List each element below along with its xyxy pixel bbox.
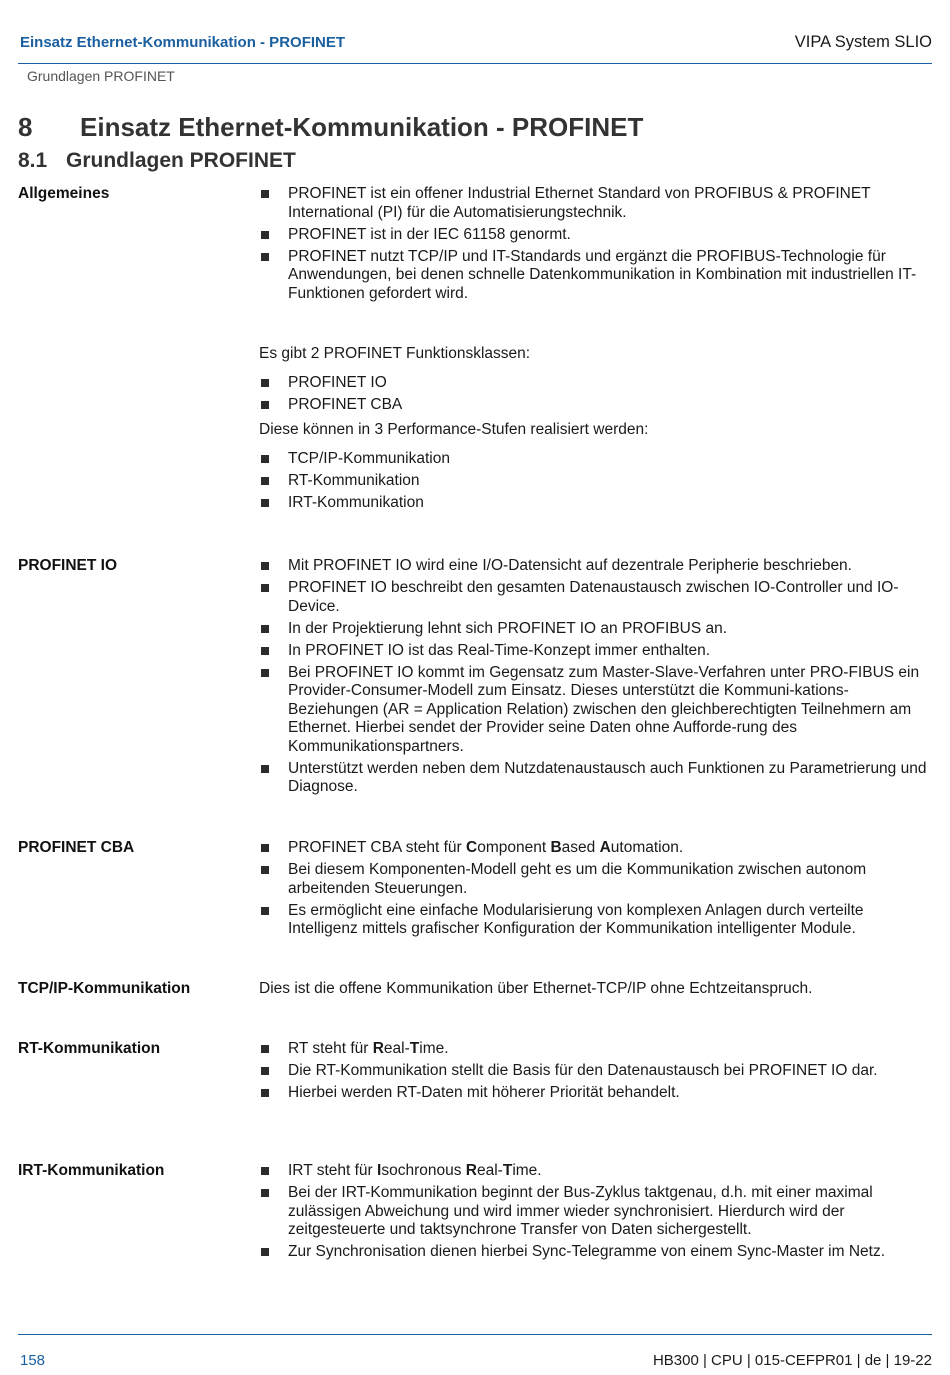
page-number: 158	[20, 1352, 46, 1369]
section-body	[259, 345, 933, 516]
chapter-heading	[18, 112, 643, 143]
bullet-list	[259, 450, 933, 513]
list-item: Mit PROFINET IO wird eine I/O-Datensicht auf dezentrale Peripherie beschrieben.	[259, 557, 933, 576]
bullet-list	[259, 1040, 933, 1103]
list-item: IRT-Kommunikation	[259, 494, 933, 513]
paragraph: Es gibt 2 PROFINET Funktionsklassen:	[259, 345, 531, 362]
section-label: RT-Kommunikation	[18, 1040, 161, 1057]
list-item: RT-Kommunikation	[259, 472, 933, 491]
paragraph: Dies ist die offene Kommunikation über Ethernet-TCP/IP ohne Echtzeitanspruch.	[259, 980, 813, 997]
list-item: IRT steht für Isochronous Real-Time.	[259, 1162, 933, 1181]
document-reference: HB300 | CPU | 015-CEFPR01 | de | 19-22	[652, 1352, 932, 1369]
section-label: IRT-Kommunikation	[18, 1162, 165, 1179]
header-section-title: Grundlagen PROFINET	[27, 68, 175, 84]
section-body	[259, 839, 933, 942]
header-divider	[18, 63, 932, 64]
section-label: TCP/IP-Kommunikation	[18, 980, 191, 997]
bullet-list	[259, 185, 933, 303]
list-item: Hierbei werden RT-Daten mit höherer Priorität behandelt.	[259, 1084, 933, 1103]
section-title: Grundlagen PROFINET	[66, 149, 296, 172]
section-body	[259, 1040, 933, 1106]
section-body	[259, 980, 933, 999]
section-body	[259, 185, 933, 307]
footer-divider	[18, 1334, 932, 1335]
list-item: Zur Synchronisation dienen hierbei Sync-Telegramme von einem Sync-Master im Netz.	[259, 1243, 933, 1262]
section-heading	[18, 149, 296, 173]
list-item: PROFINET ist in der IEC 61158 genormt.	[259, 226, 933, 245]
list-item: In der Projektierung lehnt sich PROFINET IO an PROFIBUS an.	[259, 620, 933, 639]
section-body	[259, 557, 933, 800]
chapter-title: Einsatz Ethernet-Kommunikation - PROFINET	[80, 112, 644, 142]
bullet-list	[259, 839, 933, 939]
section-number: 8.1	[18, 149, 48, 172]
chapter-number: 8	[18, 112, 33, 142]
list-item: Unterstützt werden neben dem Nutzdatenaustausch auch Funktionen zu Parametrierung und Diagnose.	[259, 760, 933, 797]
list-item: Bei der IRT-Kommunikation beginnt der Bus-Zyklus taktgenau, d.h. mit einer maximal zulässigen Abweichung und wird immer wieder synchronisiert. Hierdurch wird der zeitgesteuerte und taktsynchrone Transfer von Daten sichergestellt.	[259, 1184, 933, 1240]
list-item: PROFINET ist ein offener Industrial Ethernet Standard von PROFIBUS & PROFINET International (PI) für die Automatisierungstechnik.	[259, 185, 933, 222]
list-item: Bei diesem Komponenten-Modell geht es um die Kommunikation zwischen autonom arbeitenden Steuerungen.	[259, 861, 933, 898]
list-item: In PROFINET IO ist das Real-Time-Konzept immer enthalten.	[259, 642, 933, 661]
list-item: PROFINET IO beschreibt den gesamten Datenaustausch zwischen IO-Controller und IO-Device.	[259, 579, 933, 616]
section-label: PROFINET CBA	[18, 839, 135, 856]
list-item: Bei PROFINET IO kommt im Gegensatz zum Master-Slave-Verfahren unter PRO-FIBUS ein Provider-Consumer-Modell zum Einsatz. Dieses unterstützt die Kommuni-kations-Beziehungen (AR = Application Relation) zwischen den gleichberechtigten Teilnehmern am Ethernet. Hierbei sendet der Provider seine Daten ohne Aufforde-rung des Kommunikationspartners.	[259, 664, 933, 757]
list-item: RT steht für Real-Time.	[259, 1040, 933, 1059]
section-label: PROFINET IO	[18, 557, 118, 574]
list-item: Es ermöglicht eine einfache Modularisierung von komplexen Anlagen durch verteilte Intelligenz mittels grafischer Konfiguration der Kommunikation intelligenter Module.	[259, 902, 933, 939]
list-item: PROFINET CBA steht für Component Based Automation.	[259, 839, 933, 858]
bullet-list	[259, 557, 933, 797]
section-body	[259, 1162, 933, 1265]
bullet-list	[259, 1162, 933, 1262]
bullet-list	[259, 374, 933, 415]
list-item: Die RT-Kommunikation stellt die Basis für den Datenaustausch bei PROFINET IO dar.	[259, 1062, 933, 1081]
list-item: PROFINET nutzt TCP/IP und IT-Standards und ergänzt die PROFIBUS-Technologie für Anwendungen, bei denen schnelle Datenkommunikation in Kombination mit industriellen IT-Funktionen gefordert wird.	[259, 248, 933, 304]
list-item: TCP/IP-Kommunikation	[259, 450, 933, 469]
header-product-name: VIPA System SLIO	[794, 33, 932, 51]
header-chapter-title: Einsatz Ethernet-Kommunikation - PROFINET	[20, 34, 346, 51]
paragraph: Diese können in 3 Performance-Stufen realisiert werden:	[259, 421, 649, 438]
section-label: Allgemeines	[18, 185, 110, 202]
list-item: PROFINET CBA	[259, 396, 933, 415]
list-item: PROFINET IO	[259, 374, 933, 393]
